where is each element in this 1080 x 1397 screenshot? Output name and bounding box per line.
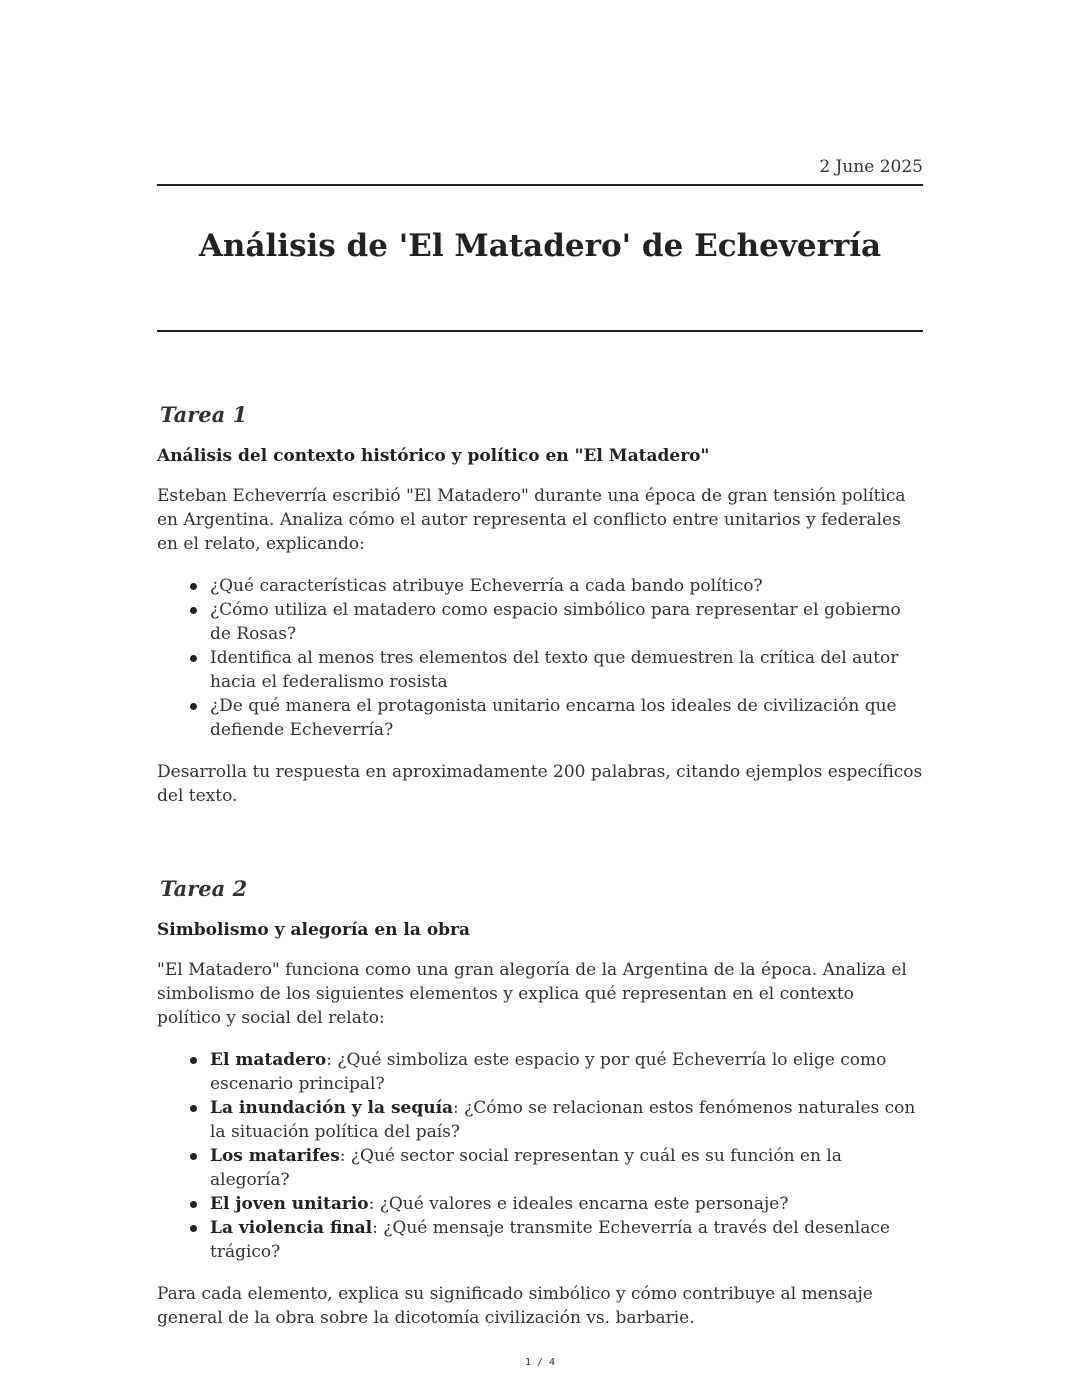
list-item-text: : ¿Qué sector social representan y cuál es su función en la alegoría? <box>210 1146 842 1190</box>
list-item-text: : ¿Qué valores e ideales encarna este personaje? <box>368 1194 789 1214</box>
task-1-question-list <box>157 574 923 742</box>
list-item-term: La inundación y la sequía <box>210 1098 454 1118</box>
task-2-element-list <box>157 1048 923 1264</box>
task-2-section <box>157 876 923 1330</box>
task-1-heading: Tarea 1 <box>160 402 248 427</box>
list-item-text: : ¿Qué simboliza este espacio y por qué Echeverría lo elige como escenario principal? <box>210 1050 887 1094</box>
list-item <box>210 1096 923 1144</box>
header-divider-top <box>157 184 923 186</box>
list-item <box>210 1144 923 1192</box>
page-number: 1 / 4 <box>524 1357 556 1368</box>
list-item-term: El joven unitario <box>210 1194 369 1214</box>
task-1-intro: Esteban Echeverría escribió "El Matadero" durante una época de gran tensión política en Argentina. Analiza cómo el autor representa el conflicto entre unitarios y federales en el relato, explicando: <box>157 486 906 554</box>
list-item-text: : ¿Qué mensaje transmite Echeverría a través del desenlace trágico? <box>210 1218 890 1262</box>
list-item-term: Los matarifes <box>210 1146 340 1166</box>
task-1-closing: Desarrolla tu respuesta en aproximadamente 200 palabras, citando ejemplos específicos del texto. <box>157 762 923 806</box>
list-item-term: El matadero <box>210 1050 327 1070</box>
task-2-heading: Tarea 2 <box>160 876 248 901</box>
task-1-subtitle: Análisis del contexto histórico y político en "El Matadero" <box>157 446 710 466</box>
list-item <box>210 1048 923 1096</box>
list-item: Identifica al menos tres elementos del texto que demuestren la crítica del autor hacia el federalismo rosista <box>210 646 923 694</box>
list-item: ¿Qué características atribuye Echeverría a cada bando político? <box>210 574 923 598</box>
document-date: 2 June 2025 <box>819 157 923 177</box>
task-1-section <box>157 402 923 808</box>
list-item <box>210 1216 923 1264</box>
list-item: ¿Cómo utiliza el matadero como espacio simbólico para representar el gobierno de Rosas? <box>210 598 923 646</box>
list-item: ¿De qué manera el protagonista unitario encarna los ideales de civilización que defiende Echeverría? <box>210 694 923 742</box>
document-title: Análisis de 'El Matadero' de Echeverría <box>198 228 882 264</box>
task-2-closing: Para cada elemento, explica su significado simbólico y cómo contribuye al mensaje general de la obra sobre la dicotomía civilización vs. barbarie. <box>157 1284 873 1328</box>
list-item-text: : ¿Cómo se relacionan estos fenómenos naturales con la situación política del país? <box>210 1098 916 1142</box>
task-2-subtitle: Simbolismo y alegoría en la obra <box>157 920 471 940</box>
list-item-term: La violencia final <box>210 1218 373 1238</box>
task-2-intro: "El Matadero" funciona como una gran alegoría de la Argentina de la época. Analiza el simbolismo de los siguientes elementos y explica qué representan en el contexto político y social del relato: <box>157 960 907 1028</box>
list-item <box>210 1192 923 1216</box>
header-divider-bottom <box>157 330 923 332</box>
